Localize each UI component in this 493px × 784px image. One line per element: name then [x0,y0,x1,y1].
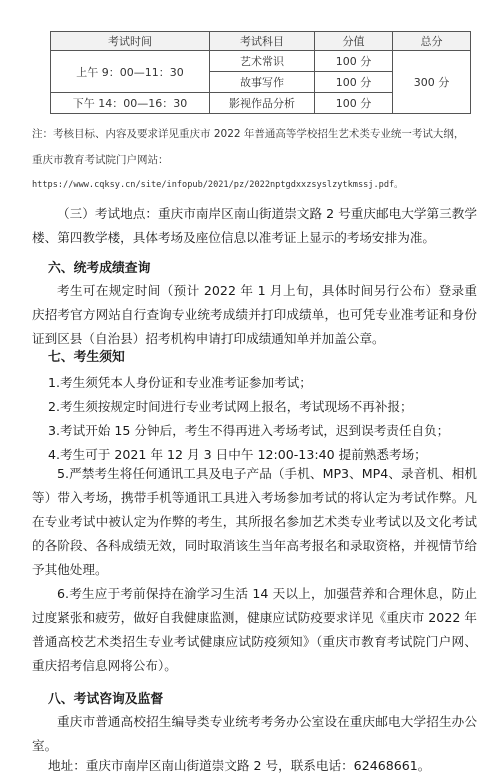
notice-item: 2.考生须按规定时间进行专业考试网上报名，考试现场不再补报； [48,399,413,414]
notice-item: 3.考试开始 15 分钟后，考生不得再进入考场考试，迟到误考责任自负； [48,423,450,438]
section-heading: 六、统考成绩查询 [48,261,151,276]
table-header-row [51,32,471,51]
venue-paragraph: （三）考试地点：重庆市南岸区南山街道崇文路 2 号重庆邮电大学第三教学楼、第四教学楼，具体考场及座位信息以准考证上显示的考场安排为准。 [32,206,477,245]
notice-item: 1.考生须凭本人身份证和专业准考证参加考试； [48,375,312,390]
morning-time-cell: 上午 9：00—11：30 [51,51,210,93]
subject-cell: 故事写作 [210,72,315,93]
total-score-cell: 300 分 [393,51,471,114]
section-heading: 八、考试咨询及监督 [48,692,164,707]
score-cell: 100 分 [315,51,393,72]
address-line: 地址：重庆市南岸区南山街道崇文路 2 号，联系电话：62468661。 [48,758,431,773]
subject-cell: 艺术常识 [210,51,315,72]
note-line: 注：考核目标、内容及要求详见重庆市 2022 年普通高等学校招生艺术类专业统一考试大纲， [32,128,465,140]
table-header: 分值 [315,32,393,51]
score-cell: 100 分 [315,93,393,114]
table-header: 考试时间 [51,32,210,51]
table-header: 考试科目 [210,32,315,51]
afternoon-time-cell: 下午 14：00—16：30 [51,93,210,114]
note-line: 重庆市教育考试院门户网站： [32,154,169,166]
section-heading: 七、考生须知 [48,350,125,365]
notice-item: 6.考生应于考前保持在渝学习生活 14 天以上，加强营养和合理休息，防止过度紧张和疲劳，做好自我健康监测，健康应试防疫要求详见《重庆市 2022 年普通高校艺术类招生专业考试健康应试防疫须知》（重庆市教育考试院门户网、重庆招考信息网将公布）。 [32,586,477,673]
table-row [51,51,471,72]
score-cell: 100 分 [315,72,393,93]
consult-paragraph: 重庆市普通高校招生编导类专业统考考务办公室设在重庆邮电大学招生办公室。 [32,714,477,753]
table-header: 总分 [393,32,471,51]
exam-outline-link[interactable]: https://www.cqksy.cn/site/infopub/2021/pz/2022nptgdxxzsyslzytkmssj.pdf。 [32,180,403,190]
score-query-paragraph: 考生可在规定时间（预计 2022 年 1 月上旬，具体时间另行公布）登录重庆招考官方网站自行查询专业统考成绩并打印成绩单，也可凭专业准考证和身份证到区县（自治县）招考机构申请打印成绩通知单并加盖公章。 [32,283,477,346]
notice-item: 5.严禁考生将任何通讯工具及电子产品（手机、MP3、MP4、录音机、相机等）带入考场，携带手机等通讯工具进入考场参加考试的将认定为考试作弊。凡在专业考试中被认定为作弊的考生，其所报名参加艺术类专业考试以及文化考试的各阶段、各科成绩无效，同时取消该生当年高考报名和录取资格，并视情节给予其他处理。 [32,466,477,577]
notice-item: 4.考生可于 2021 年 12 月 3 日中午 12:00-13:40 提前熟悉考场； [48,447,427,462]
subject-cell: 影视作品分析 [210,93,315,114]
exam-schedule-table [50,31,471,114]
